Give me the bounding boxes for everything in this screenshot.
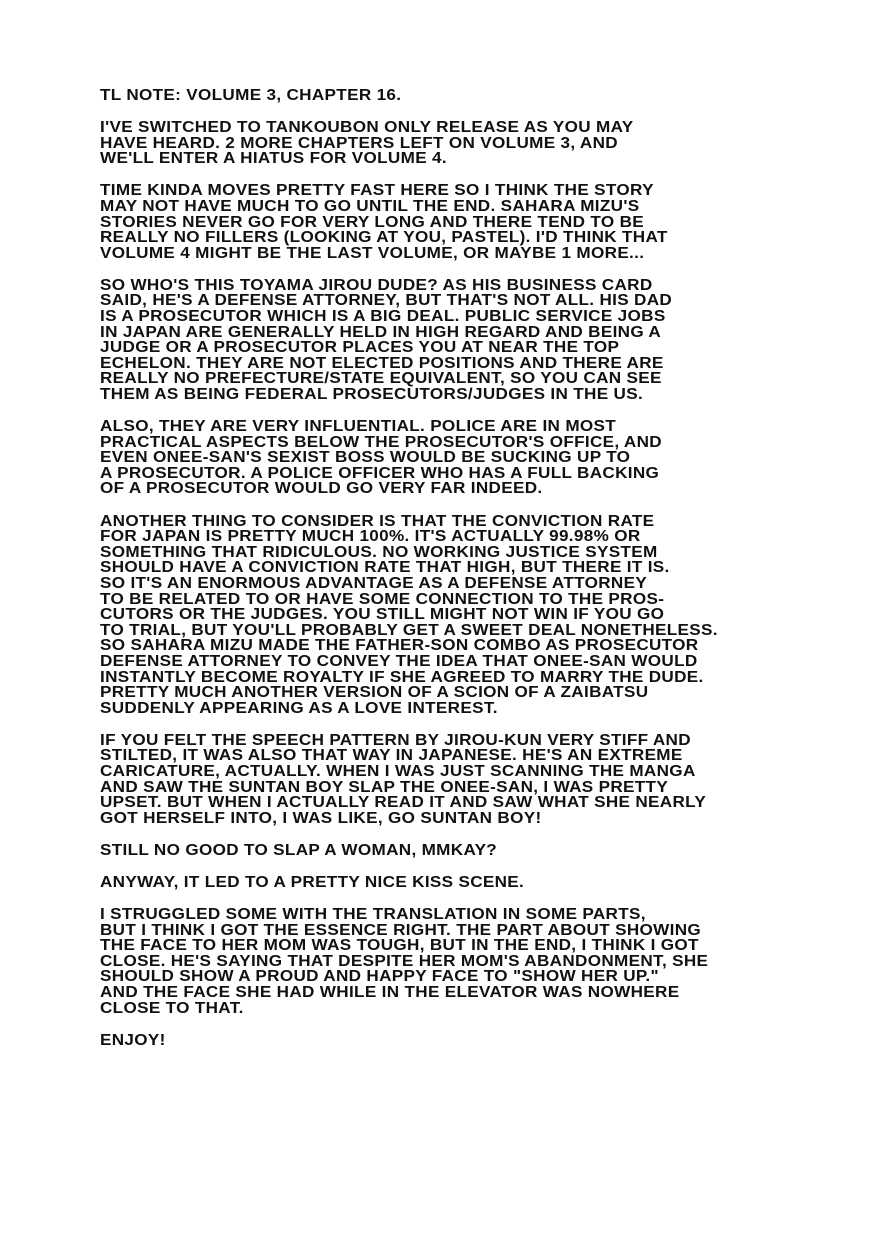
note-paragraph-translation: I STRUGGLED SOME WITH THE TRANSLATION IN SOME PARTS, BUT I THINK I GOT THE ESSENCE RIGHT. THE PART ABOUT SHOWING THE FACE TO HER MOM WAS TOUGH, BUT IN THE END, I THINK I GOT CLOSE. HE'S SAYING THAT DESPITE HER MOM'S ABANDONMENT, SHE SHOULD SHOW A PROUD AND HAPPY FACE TO "SHOW HER UP." AND THE FACE SHE HAD WHILE IN THE ELEVATOR WAS NOWHERE CLOSE TO THAT. xyxy=(100,906,709,1017)
translator-note-text xyxy=(100,88,828,1048)
note-heading: TL NOTE: VOLUME 3, CHAPTER 16. xyxy=(100,87,402,104)
note-paragraph-conviction-rate: ANOTHER THING TO CONSIDER IS THAT THE CONVICTION RATE FOR JAPAN IS PRETTY MUCH 100%. IT'S ACTUALLY 99.98% OR SOMETHING THAT RIDICULOUS. NO WORKING JUSTICE SYSTEM SHOULD HAVE A CONVICTION RATE THAT HIGH, BUT THERE IT IS. SO IT'S AN ENORMOUS ADVANTAGE AS A DEFENSE ATTORNEY TO BE RELATED TO OR HAVE SOME CONNECTION TO THE PROS- CUTORS OR THE JUDGES. YOU STILL MIGHT NOT WIN IF YOU GO TO TRIAL, BUT YOU'LL PROBABLY GET A SWEET DEAL NONETHELESS. SO SAHARA MIZU MADE THE FATHER-SON COMBO AS PROSECUTOR DEFENSE ATTORNEY TO CONVEY THE IDEA THAT ONEE-SAN WOULD INSTANTLY BECOME ROYALTY IF SHE AGREED TO MARRY THE DUDE. PRETTY MUCH ANOTHER VERSION OF A SCION OF A ZAIBATSU SUDDENLY APPEARING AS A LOVE INTEREST. xyxy=(100,512,718,717)
note-paragraph-slap: STILL NO GOOD TO SLAP A WOMAN, MMKAY? xyxy=(100,841,498,859)
note-paragraph-enjoy: ENJOY! xyxy=(100,1031,166,1049)
note-paragraph-speech-pattern: IF YOU FELT THE SPEECH PATTERN BY JIROU-KUN VERY STIFF AND STILTED, IT WAS ALSO THAT WAY IN JAPANESE. HE'S AN EXTREME CARICATURE, ACTUALLY. WHEN I WAS JUST SCANNING THE MANGA AND SAW THE SUNTAN BOY SLAP THE ONEE-SAN, I WAS PRETTY UPSET. BUT WHEN I ACTUALLY READ IT AND SAW WHAT SHE NEARLY GOT HERSELF INTO, I WAS LIKE, GO SUNTAN BOY! xyxy=(100,731,707,827)
note-paragraph-release: I'VE SWITCHED TO TANKOUBON ONLY RELEASE AS YOU MAY HAVE HEARD. 2 MORE CHAPTERS LEFT ON VOLUME 3, AND WE'LL ENTER A HIATUS FOR VOLUME 4. xyxy=(100,119,634,168)
note-paragraph-influence: ALSO, THEY ARE VERY INFLUENTIAL. POLICE ARE IN MOST PRACTICAL ASPECTS BELOW THE PROSECUTOR'S OFFICE, AND EVEN ONEE-SAN'S SEXIST BOSS WOULD BE SUCKING UP TO A PROSECUTOR. A POLICE OFFICER WHO HAS A FULL BACKING OF A PROSECUTOR WOULD GO VERY FAR INDEED. xyxy=(100,418,662,498)
note-paragraph-toyama-jirou: SO WHO'S THIS TOYAMA JIROU DUDE? AS HIS BUSINESS CARD SAID, HE'S A DEFENSE ATTORNEY, BUT THAT'S NOT ALL. HIS DAD IS A PROSECUTOR WHICH IS A BIG DEAL. PUBLIC SERVICE JOBS IN JAPAN ARE GENERALLY HELD IN HIGH REGARD AND BEING A JUDGE OR A PROSECUTOR PLACES YOU AT NEAR THE TOP ECHELON. THEY ARE NOT ELECTED POSITIONS AND THERE ARE REALLY NO PREFECTURE/STATE EQUIVALENT, SO YOU CAN SEE THEM AS BEING FEDERAL PROSECUTORS/JUDGES IN THE US. xyxy=(100,276,673,403)
note-paragraph-kiss-scene: ANYWAY, IT LED TO A PRETTY NICE KISS SCENE. xyxy=(100,873,525,891)
note-paragraph-story-length: TIME KINDA MOVES PRETTY FAST HERE SO I THINK THE STORY MAY NOT HAVE MUCH TO GO UNTIL THE END. SAHARA MIZU'S STORIES NEVER GO FOR VERY LONG AND THERE TEND TO BE REALLY NO FILLERS (LOOKING AT YOU, PASTEL). I'D THINK THAT VOLUME 4 MIGHT BE THE LAST VOLUME, OR MAYBE 1 MORE... xyxy=(100,182,668,262)
